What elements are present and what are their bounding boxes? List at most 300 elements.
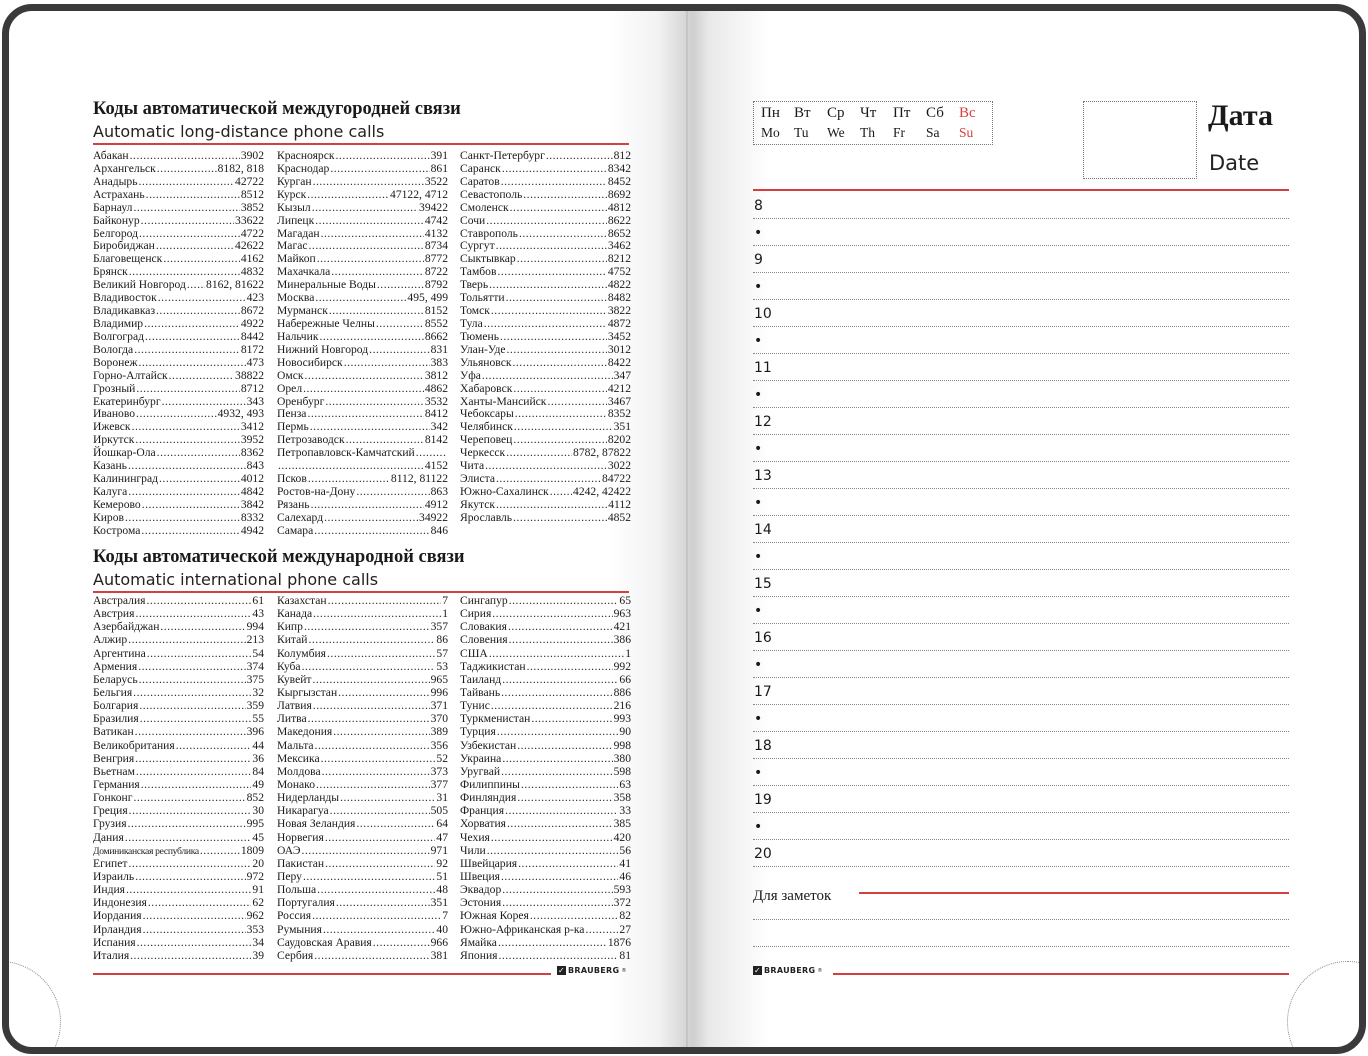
list-item — [460, 188, 631, 201]
dot-leader — [491, 699, 613, 712]
entry-code: 57 — [436, 646, 448, 660]
list-item — [93, 778, 264, 791]
hour-row[interactable] — [753, 353, 1289, 381]
dot-leader — [312, 909, 441, 922]
entry-name: Томск — [460, 304, 490, 318]
list-item — [277, 330, 448, 343]
list-item — [277, 175, 448, 188]
entry-name: Нижний Новгород — [277, 342, 369, 356]
entry-name: Сургут — [460, 239, 495, 253]
hour-row[interactable] — [753, 299, 1289, 327]
entry-code: 8442 — [240, 329, 264, 343]
entry-code: 47 — [436, 830, 448, 844]
weekday-en-0[interactable]: Mo — [761, 125, 780, 140]
half-hour-row[interactable] — [753, 758, 1289, 786]
weekday-ru-4[interactable]: Пт — [893, 105, 911, 121]
list-item — [460, 686, 631, 699]
list-item — [460, 870, 631, 883]
entry-name: Биробиджан — [93, 239, 155, 253]
hour-label: 12 — [754, 414, 772, 430]
entry-code: 4752 — [607, 265, 631, 279]
dot-leader — [346, 433, 424, 446]
dot-leader — [500, 330, 607, 343]
hour-row[interactable] — [753, 407, 1289, 435]
hour-row[interactable] — [753, 839, 1289, 867]
dot-leader — [517, 739, 612, 752]
entry-code: 8782, 87822 — [573, 446, 631, 460]
entry-name: Киров — [93, 510, 125, 524]
entry-name: Испания — [93, 935, 136, 949]
list-item — [460, 214, 631, 227]
half-hour-row[interactable] — [753, 434, 1289, 462]
dot-leader — [376, 317, 424, 330]
entry-code: 972 — [246, 869, 264, 883]
entry-name: Уругвай — [460, 764, 501, 778]
dot-leader — [322, 765, 430, 778]
entry-name: Липецк — [277, 213, 315, 227]
dot-leader — [489, 647, 624, 660]
weekday-ru-0[interactable]: Пн — [761, 105, 780, 121]
decorative-arc — [2, 961, 61, 1054]
list-item — [93, 317, 264, 330]
entry-name: Китай — [277, 633, 308, 647]
bullet: • — [754, 387, 763, 403]
dot-leader — [278, 459, 424, 472]
bullet: • — [754, 441, 763, 457]
entry-name: Таджикистан — [460, 659, 526, 673]
list-item — [460, 201, 631, 214]
entry-code: 213 — [246, 633, 264, 647]
entry-code: 598 — [613, 764, 631, 778]
entry-name: Венгрия — [93, 751, 135, 765]
entry-name: Курск — [277, 187, 307, 201]
entry-name: Черкесск — [460, 446, 506, 460]
dot-leader — [513, 356, 607, 369]
half-hour-row[interactable] — [753, 326, 1289, 354]
entry-code: 863 — [430, 484, 448, 498]
entry-code: 4822 — [607, 278, 631, 292]
dot-leader — [338, 686, 429, 699]
list-item — [460, 356, 631, 369]
list-item — [277, 291, 448, 304]
dot-leader — [130, 949, 251, 962]
list-item — [460, 446, 631, 459]
dot-leader — [523, 188, 607, 201]
entry-code: 971 — [430, 843, 448, 857]
entry-name: Эквадор — [460, 883, 502, 897]
entry-name: Великобритания — [93, 738, 175, 752]
dot-leader — [315, 291, 406, 304]
entry-code: 353 — [246, 922, 264, 936]
list-item — [93, 459, 264, 472]
half-hour-row[interactable] — [753, 812, 1289, 840]
list-item — [93, 883, 264, 896]
entry-code: 45 — [252, 830, 264, 844]
list-item — [277, 304, 448, 317]
weekday-ru-6[interactable]: Вс — [959, 105, 976, 121]
dot-leader — [482, 369, 613, 382]
entry-code: 370 — [430, 712, 448, 726]
weekday-en-3[interactable]: Th — [860, 125, 875, 140]
dot-leader — [141, 214, 234, 227]
hour-label: 11 — [754, 360, 772, 376]
dot-leader — [139, 175, 235, 188]
entry-code: 8172 — [240, 342, 264, 356]
dot-leader — [143, 923, 246, 936]
entry-name: Тамбов — [460, 265, 497, 279]
weekday-en-6[interactable]: Su — [959, 125, 974, 140]
entry-code: 8452 — [607, 174, 631, 188]
entry-code: 995 — [246, 817, 264, 831]
entry-name: Екатеринбург — [93, 394, 161, 408]
hour-label: 20 — [754, 846, 772, 862]
entry-code: 55 — [252, 712, 264, 726]
entry-name: Россия — [277, 909, 312, 923]
list-item — [460, 330, 631, 343]
entry-code: 812 — [613, 149, 631, 162]
notes-line — [859, 892, 1289, 894]
dot-leader — [133, 201, 239, 214]
entry-code: 3952 — [240, 433, 264, 447]
entry-code: 505 — [430, 804, 448, 818]
entry-name: Минеральные Воды — [277, 278, 376, 292]
entry-name: США — [460, 646, 488, 660]
dot-leader — [305, 369, 424, 382]
entry-name: Вологда — [93, 342, 134, 356]
dot-leader — [139, 699, 245, 712]
entry-code: 8212 — [607, 252, 631, 266]
weekday-ru-1[interactable]: Вт — [794, 105, 811, 121]
entry-code: 41 — [619, 856, 631, 870]
dot-leader — [139, 673, 246, 686]
entry-name: Кыргызстан — [277, 685, 338, 699]
hour-row[interactable] — [753, 515, 1289, 543]
entry-code: 8202 — [607, 433, 631, 447]
entry-name: Москва — [277, 291, 315, 305]
hour-label: 15 — [754, 576, 772, 592]
dot-leader — [157, 446, 240, 459]
list-item — [277, 407, 448, 420]
hour-label: 18 — [754, 738, 772, 754]
entry-code: 381 — [430, 948, 448, 962]
dot-leader — [136, 382, 239, 395]
entry-code: 593 — [613, 883, 631, 897]
entry-code: 66 — [619, 672, 631, 686]
date-input-box[interactable] — [1083, 101, 1197, 179]
dot-leader — [513, 511, 607, 524]
list-item — [93, 817, 264, 830]
dot-leader — [491, 831, 613, 844]
hour-label: 13 — [754, 468, 772, 484]
entry-name: Беларусь — [93, 672, 138, 686]
half-hour-row[interactable] — [753, 704, 1289, 732]
list-item — [277, 804, 448, 817]
entry-code: 4242, 42422 — [573, 484, 631, 498]
hour-row[interactable] — [753, 191, 1289, 219]
entry-code: 48 — [436, 883, 448, 897]
list-item — [93, 188, 264, 201]
dot-leader — [313, 607, 441, 620]
entry-name: Румыния — [277, 922, 322, 936]
hour-row[interactable] — [753, 245, 1289, 273]
entry-code: 391 — [430, 149, 448, 162]
entry-code: 20 — [252, 856, 264, 870]
entry-code: 992 — [613, 659, 631, 673]
dot-leader — [315, 214, 424, 227]
entry-code: 33 — [619, 804, 631, 818]
entry-name: Куба — [277, 659, 301, 673]
dot-leader — [313, 175, 424, 188]
list-item — [277, 844, 448, 857]
bullet: • — [754, 819, 763, 835]
dot-leader — [344, 356, 430, 369]
list-item — [93, 949, 264, 962]
list-item — [93, 162, 264, 175]
list-item — [93, 712, 264, 725]
dot-leader — [489, 278, 607, 291]
entry-code: 996 — [430, 685, 448, 699]
entry-name: Монако — [277, 777, 316, 791]
entry-code: 3022 — [607, 459, 631, 473]
dot-leader — [135, 607, 251, 620]
dot-leader — [128, 485, 240, 498]
entry-name: Греция — [93, 804, 128, 818]
entry-name: Барнаул — [93, 200, 133, 214]
list-item — [460, 739, 631, 752]
weekday-en-4[interactable]: Fr — [893, 125, 906, 140]
entry-code: 852 — [246, 791, 264, 805]
weekday-en-5[interactable]: Sa — [926, 125, 940, 140]
entry-code: 8362 — [240, 446, 264, 460]
domestic-codes-title: Коды автоматической междугородней связи — [93, 99, 461, 119]
dot-leader — [129, 804, 252, 817]
entry-code: 4742 — [424, 213, 448, 227]
dot-leader — [518, 857, 618, 870]
dot-leader — [312, 201, 418, 214]
entry-name: Саудовская Аравия — [277, 935, 372, 949]
dot-leader — [513, 433, 606, 446]
dot-leader — [416, 446, 447, 459]
entry-code: 4852 — [607, 510, 631, 524]
list-item — [460, 278, 631, 291]
footer-line — [833, 973, 1289, 975]
dot-leader — [509, 633, 613, 646]
entry-name: Байконур — [93, 213, 140, 227]
dot-leader — [506, 291, 607, 304]
entry-name: Португалия — [277, 896, 335, 910]
hour-label: 16 — [754, 630, 772, 646]
dot-leader — [130, 149, 240, 162]
entry-name: Магадан — [277, 226, 320, 240]
entry-code: 4812 — [607, 200, 631, 214]
dot-leader — [330, 804, 430, 817]
entry-code: 359 — [246, 699, 264, 713]
check-icon: ✓ — [557, 966, 565, 975]
dot-leader — [147, 647, 252, 660]
entry-name: Германия — [93, 777, 140, 791]
hour-row[interactable] — [753, 785, 1289, 813]
entry-code: 965 — [430, 672, 448, 686]
entry-name: Бразилия — [93, 712, 139, 726]
notes-line-dotted[interactable] — [753, 946, 1289, 947]
hour-row[interactable] — [753, 569, 1289, 597]
hour-row[interactable] — [753, 461, 1289, 489]
list-item — [93, 330, 264, 343]
half-hour-row[interactable] — [753, 650, 1289, 678]
entry-name: Ямайка — [460, 935, 497, 949]
list-item — [460, 909, 631, 922]
weekday-ru-5[interactable]: Сб — [926, 105, 944, 121]
dot-leader — [134, 343, 240, 356]
entry-code: 51 — [436, 869, 448, 883]
hour-row[interactable] — [753, 623, 1289, 651]
entry-name: Новосибирск — [277, 355, 343, 369]
dot-leader — [356, 485, 429, 498]
list-item — [277, 594, 448, 607]
half-hour-row[interactable] — [753, 542, 1289, 570]
dot-leader — [135, 725, 246, 738]
dot-leader — [144, 317, 240, 330]
dot-leader — [508, 620, 613, 633]
entry-code: 4942 — [240, 523, 264, 537]
entry-name: Таиланд — [460, 672, 502, 686]
entry-name: Южно-Сахалинск — [460, 484, 549, 498]
list-item — [93, 433, 264, 446]
hour-label: 14 — [754, 522, 772, 538]
entry-name: Улан-Уде — [460, 342, 506, 356]
half-hour-row[interactable] — [753, 272, 1289, 300]
dot-leader — [496, 498, 607, 511]
dot-leader — [377, 278, 424, 291]
list-item — [460, 472, 631, 485]
dot-leader — [303, 382, 424, 395]
entry-code: 8412 — [424, 407, 448, 421]
entry-name: Кемерово — [93, 497, 141, 511]
half-hour-row[interactable] — [753, 488, 1289, 516]
list-item — [277, 162, 448, 175]
half-hour-row[interactable] — [753, 596, 1289, 624]
list-item-continued — [277, 459, 448, 472]
list-item — [460, 227, 631, 240]
weekday-ru-2[interactable]: Ср — [827, 105, 845, 121]
entry-code: 385 — [613, 817, 631, 831]
list-item — [277, 633, 448, 646]
entry-code: 8772 — [424, 252, 448, 266]
entry-code: 3412 — [240, 420, 264, 434]
dot-leader — [312, 673, 429, 686]
list-item — [93, 936, 264, 949]
list-item — [93, 395, 264, 408]
notes-line-dotted[interactable] — [753, 919, 1289, 920]
dot-leader — [316, 778, 430, 791]
entry-name: Иордания — [93, 909, 142, 923]
dot-leader — [309, 239, 424, 252]
entry-code: 963 — [613, 607, 631, 621]
check-icon: ✓ — [753, 966, 761, 975]
entry-code: 39 — [252, 948, 264, 962]
entry-code: 8692 — [607, 187, 631, 201]
list-item — [93, 446, 264, 459]
entry-code: 82 — [619, 909, 631, 923]
dot-leader — [303, 870, 435, 883]
dot-leader — [507, 343, 607, 356]
list-item — [277, 909, 448, 922]
entry-code: 380 — [613, 751, 631, 765]
dot-leader — [517, 791, 612, 804]
dot-leader — [327, 647, 435, 660]
dot-leader — [134, 791, 246, 804]
entry-code: 62 — [252, 896, 264, 910]
dot-leader — [309, 633, 436, 646]
entry-code: 39422 — [419, 200, 448, 214]
list-item — [93, 356, 264, 369]
entry-name: Чили — [460, 843, 486, 857]
dot-leader — [502, 896, 612, 909]
entry-code: 356 — [430, 738, 448, 752]
weekday-en-1[interactable]: Tu — [794, 125, 809, 140]
entry-name: Сингапур — [460, 594, 508, 607]
list-item — [93, 844, 264, 857]
list-item — [460, 660, 631, 673]
entry-name: Тюмень — [460, 329, 499, 343]
code-column — [460, 149, 631, 524]
entry-code: 3452 — [607, 329, 631, 343]
entry-name: Петропавловск-Камчатский — [277, 446, 415, 460]
dot-leader — [304, 620, 430, 633]
entry-name: Сочи — [460, 213, 486, 227]
entry-name: Индонезия — [93, 896, 147, 910]
list-item — [277, 485, 448, 498]
dot-leader — [313, 699, 430, 712]
date-label-ru: Дата — [1208, 99, 1273, 132]
hour-row[interactable] — [753, 731, 1289, 759]
entry-code: 86 — [436, 633, 448, 647]
entry-name: Узбекистан — [460, 738, 517, 752]
entry-code: 49 — [252, 777, 264, 791]
weekday-ru-3[interactable]: Чт — [860, 105, 877, 121]
entry-code: 377 — [430, 777, 448, 791]
list-item — [460, 382, 631, 395]
entry-name: Япония — [460, 948, 498, 962]
entry-name: Молдова — [277, 764, 321, 778]
dot-leader — [373, 936, 430, 949]
list-item — [460, 765, 631, 778]
dot-leader — [484, 317, 607, 330]
hour-row[interactable] — [753, 677, 1289, 705]
entry-name: Сыктывкар — [460, 252, 516, 266]
entry-name: Махачкала — [277, 265, 331, 279]
entry-name: Дания — [93, 830, 124, 844]
half-hour-row[interactable] — [753, 380, 1289, 408]
list-item — [93, 660, 264, 673]
entry-name: Македония — [277, 725, 333, 739]
list-item — [460, 844, 631, 857]
weekday-en-2[interactable]: We — [827, 125, 845, 140]
dot-leader — [156, 239, 234, 252]
dot-leader — [148, 896, 252, 909]
bullet: • — [754, 279, 763, 295]
entry-code: 473 — [246, 355, 264, 369]
dot-leader — [333, 725, 429, 738]
list-item — [93, 594, 264, 607]
entry-code: 4922 — [240, 316, 264, 330]
list-item — [277, 883, 448, 896]
entry-code: 44 — [252, 738, 264, 752]
list-item — [277, 936, 448, 949]
list-item — [460, 317, 631, 330]
list-item — [93, 201, 264, 214]
half-hour-row[interactable] — [753, 218, 1289, 246]
